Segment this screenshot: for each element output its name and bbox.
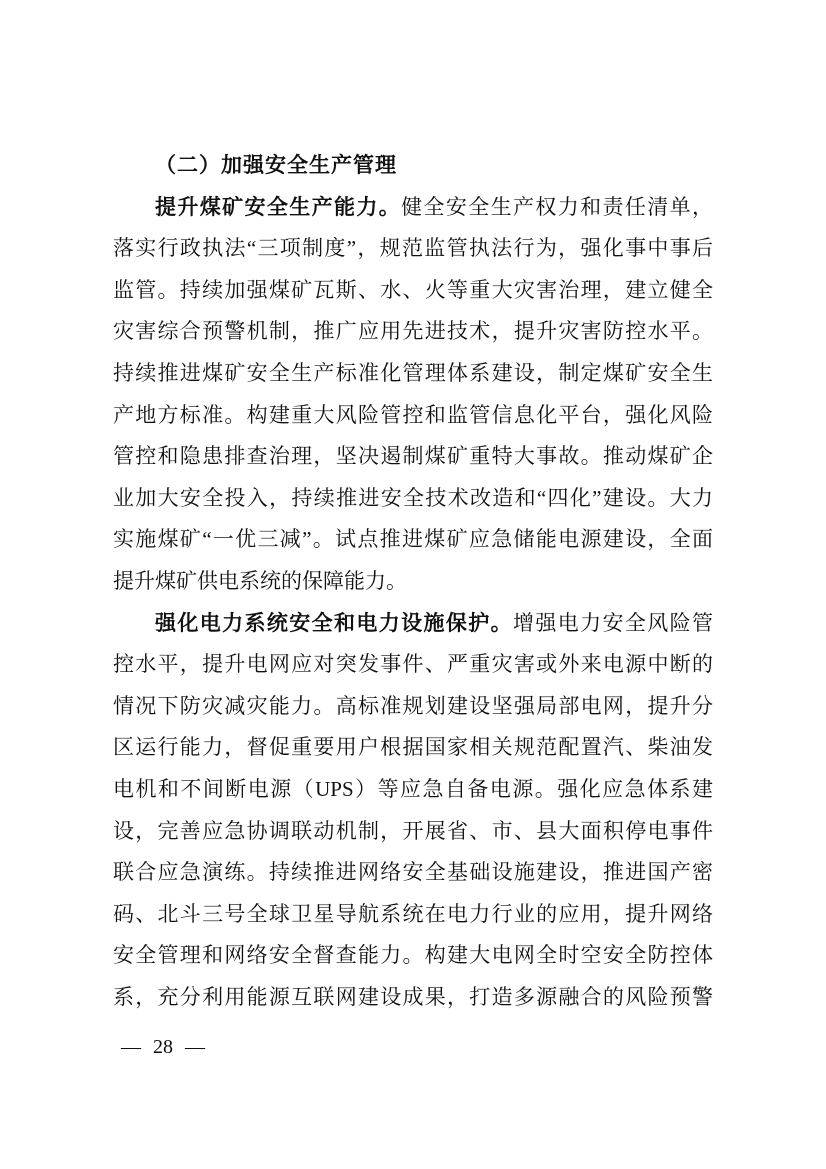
body-line: 产地方标准。构建重大风险管控和监管信息化平台，强化风险 bbox=[113, 402, 713, 427]
body-line: 控水平，提升电网应对突发事件、严重灾害或外来电源中断的 bbox=[113, 652, 713, 677]
document-body bbox=[113, 145, 713, 1018]
paragraph-coal-mine-safety bbox=[113, 187, 713, 603]
body-line: 情况下防灾减灾能力。高标准规划建设坚强局部电网，提升分 bbox=[113, 693, 713, 718]
paragraph-power-system-safety bbox=[113, 603, 713, 1019]
body-line: 区运行能力，督促重要用户根据国家相关规范配置汽、柴油发 bbox=[113, 735, 713, 760]
body-line: 业加大安全投入，持续推进安全技术改造和“四化”建设。大力 bbox=[113, 485, 713, 510]
body-line: 持续推进煤矿安全生产标准化管理体系建设，制定煤矿安全生 bbox=[113, 360, 713, 385]
body-line: 安全管理和网络安全督查能力。构建大电网全时空安全防控体 bbox=[113, 943, 713, 968]
page-number-dash-left: — bbox=[121, 1036, 141, 1058]
body-line bbox=[113, 187, 713, 229]
body-line: 联合应急演练。持续推进网络安全基础设施建设，推进国产密 bbox=[113, 860, 713, 885]
body-line: 码、北斗三号全球卫星导航系统在电力行业的应用，提升网络 bbox=[113, 901, 713, 926]
body-line: 落实行政执法“三项制度”，规范监管执法行为，强化事中事后 bbox=[113, 236, 713, 261]
page-number-value: 28 bbox=[153, 1036, 173, 1058]
body-line: 灾害综合预警机制，推广应用先进技术，提升灾害防控水平。 bbox=[113, 319, 713, 344]
page-number bbox=[121, 1033, 205, 1061]
body-line: 电机和不间断电源（UPS）等应急自备电源。强化应急体系建 bbox=[113, 776, 713, 801]
page-number-dash-right: — bbox=[185, 1036, 205, 1058]
body-line: 系，充分利用能源互联网建设成果，打造多源融合的风险预警 bbox=[113, 984, 713, 1009]
body-line: 设，完善应急协调联动机制，开展省、市、县大面积停电事件 bbox=[113, 818, 713, 843]
body-line: 实施煤矿“一优三减”。试点推进煤矿应急储能电源建设，全面 bbox=[113, 527, 713, 552]
body-line: 管控和隐患排查治理，坚决遏制煤矿重特大事故。推动煤矿企 bbox=[113, 444, 713, 469]
body-text: 增强电力安全风险管 bbox=[513, 610, 713, 635]
section-heading: （二）加强安全生产管理 bbox=[155, 153, 397, 177]
body-line bbox=[113, 603, 713, 645]
body-text: 健全安全生产权力和责任清单， bbox=[401, 194, 713, 219]
paragraph-lead-bold: 强化电力系统安全和电力设施保护。 bbox=[155, 610, 513, 635]
body-line: 监管。持续加强煤矿瓦斯、水、火等重大灾害治理，建立健全 bbox=[113, 277, 713, 302]
body-line: 提升煤矿供电系统的保障能力。 bbox=[113, 568, 407, 593]
paragraph-lead-bold: 提升煤矿安全生产能力。 bbox=[155, 194, 402, 219]
